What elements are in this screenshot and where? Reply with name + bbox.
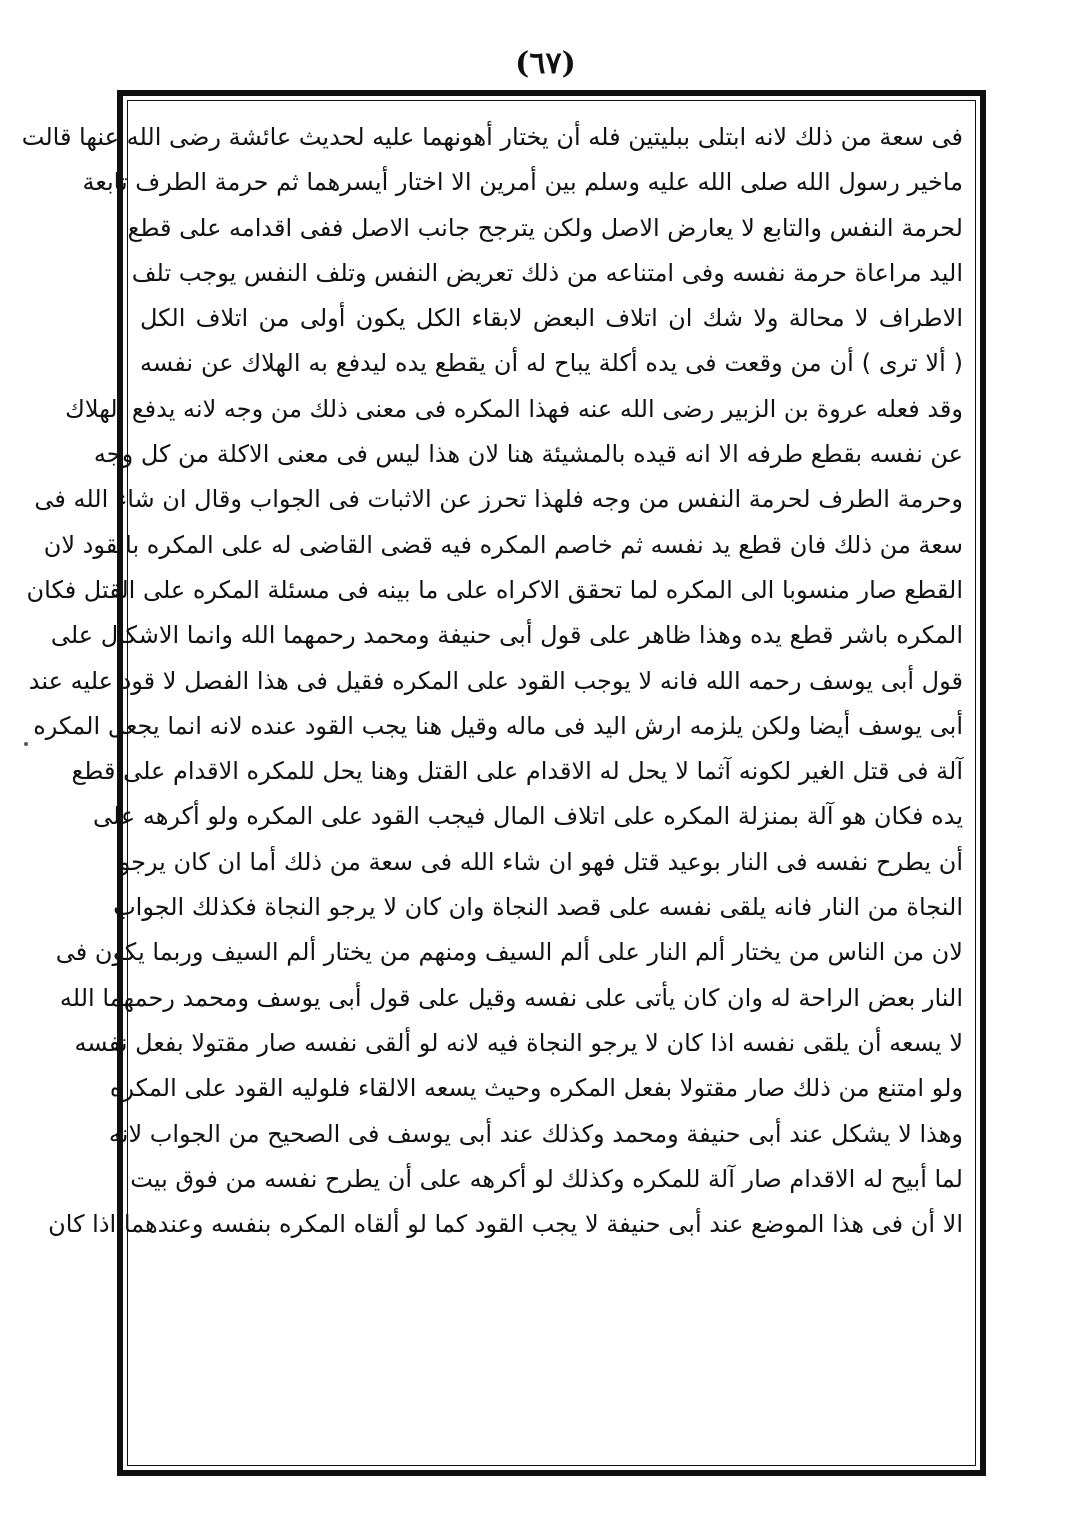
text-line: آلة فى قتل الغير لكونه آثما لا يحل له الاقدام على القتل وهنا يحل للمكره الاقدام على قطع [71,757,963,786]
text-line: القطع صار منسوبا الى المكره لما تحقق الاكراه على ما بينه فى مسئلة المكره على القتل فكان [26,575,963,604]
page-number: (٦٧) [515,46,576,81]
text-line: لان من الناس من يختار ألم النار على ألم السيف ومنهم من يختار ألم السيف وربما يكون فى [55,938,963,967]
text-line: الاطراف لا محالة ولا شك ان اتلاف البعض لابقاء الكل يكون أولى من اتلاف الكل [140,304,963,333]
body-text [21,115,963,1247]
page-border [21,90,986,1476]
text-line: فى سعة من ذلك لانه ابتلى ببليتين فله أن يختار أهونهما عليه لحديث عائشة رضى الله عنها قالت [21,123,963,151]
scan-speck [24,742,28,746]
text-line: يده فكان هو آلة بمنزلة المكره على اتلاف المال فيجب القود على المكره ولو أكرهه على [92,802,963,831]
text-line: وهذا لا يشكل عند أبى حنيفة ومحمد وكذلك عند أبى يوسف فى الصحيح من الجواب لانه [108,1119,963,1148]
text-line: ولو امتنع من ذلك صار مقتولا بفعل المكره وحيث يسعه الالقاء فلوليه القود على المكره [109,1074,963,1103]
text-line: سعة من ذلك فان قطع يد نفسه ثم خاصم المكره فيه قضى القاضى له على المكره بالقود لان [43,530,963,559]
text-line: وقد فعله عروة بن الزبير رضى الله عنه فهذا المكره فى معنى ذلك من وجه لانه يدفع الهلاك [65,394,963,423]
text-line: قول أبى يوسف رحمه الله فانه لا يوجب القود على المكره فقيل فى هذا الفصل لا قود عليه عند [28,666,963,695]
text-line: وحرمة الطرف لحرمة النفس من وجه فلهذا تحرز عن الاثبات فى الجواب وقال ان شاء الله فى [34,485,963,514]
text-line: لحرمة النفس والتابع لا يعارض الاصل ولكن يترجح جانب الاصل ففى اقدامه على قطع [127,213,963,242]
text-line: لا يسعه أن يلقى نفسه اذا كان لا يرجو النجاة فيه لانه لو ألقى نفسه صار مقتولا بفعل نفسه [74,1028,963,1057]
text-line: لما أبيح له الاقدام صار آلة للمكره وكذلك لو أكرهه على أن يطرح نفسه من فوق بيت [130,1164,963,1193]
text-line: أبى يوسف أيضا ولكن يلزمه ارش اليد فى ماله وقيل هنا يجب القود عنده لانه انما يجعل المكره [33,711,963,740]
text-line: أن يطرح نفسه فى النار بوعيد قتل فهو ان شاء الله فى سعة من ذلك أما ان كان يرجو [118,847,963,876]
text-line: ( ألا ترى ) أن من وقعت فى يده أكلة يباح له أن يقطع يده ليدفع به الهلاك عن نفسه [140,349,963,378]
text-line: اليد مراعاة حرمة نفسه وفى امتناعه من ذلك تعريض النفس وتلف النفس يوجب تلف [131,258,963,287]
text-line: ماخير رسول الله صلى الله عليه وسلم بين أمرين الا اختار أيسرهما ثم حرمة الطرف تابعة [82,168,963,197]
text-line: النجاة من النار فانه يلقى نفسه على قصد النجاة وان كان لا يرجو النجاة فكذلك الجواب [113,893,963,922]
text-line: المكره باشر قطع يده وهذا ظاهر على قول أبى حنيفة ومحمد رحمهما الله وانما الاشكال على [50,621,963,650]
text-line: النار بعض الراحة له وان كان يأتى على نفسه وقيل على قول أبى يوسف ومحمد رحمهما الله [59,983,963,1012]
text-line: عن نفسه بقطع طرفه الا انه قيده بالمشيئة هنا لان هذا ليس فى معنى الاكلة من كل وجه [93,440,963,469]
text-line: الا أن فى هذا الموضع عند أبى حنيفة لا يجب القود كما لو ألقاه المكره بنفسه وعندهما اذا كان [48,1210,963,1239]
page-border-inner [21,100,976,1466]
